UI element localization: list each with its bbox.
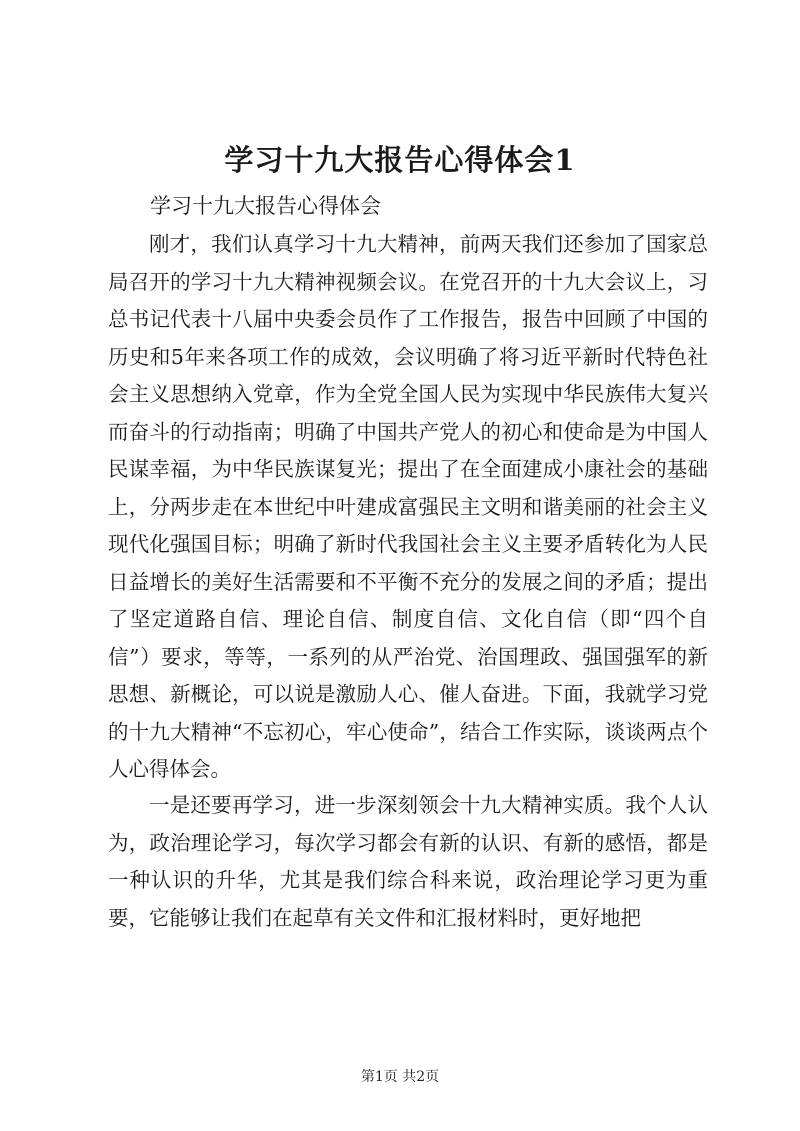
page-footer: 第1页 共2页 (360, 1069, 440, 1085)
document-title: 学习十九大报告心得体会1 (224, 143, 576, 177)
body-paragraph: 一是还要再学习，进一步深刻领会十九大精神实质。我个人认为，政治理论学习，每次学习都会有新的认识、有新的感悟，都是一种认识的升华，尤其是我们综合科来说，政治理论学习更为重要，它能够让我们在起草有关文件和汇报材料时，更好地把 (108, 793, 708, 930)
document-subtitle: 学习十九大报告心得体会 (150, 194, 381, 218)
body-paragraph: 刚才，我们认真学习十九大精神，前两天我们还参加了国家总局召开的学习十九大精神视频会议。在党召开的十九大会议上，习总书记代表十八届中央委会员作了工作报告，报告中回顾了中国的历史和5年来各项工作的成效，会议明确了将习近平新时代特色社会主义思想纳入党章，作为全党全国人民为实现中华民族伟大复兴而奋斗的行动指南；明确了中国共产党人的初心和使命是为中国人民谋幸福，为中华民族谋复光；提出了在全面建成小康社会的基础上，分两步走在本世纪中叶建成富强民主文明和谐美丽的社会主义现代化强国目标；明确了新时代我国社会主义主要矛盾转化为人民日益增长的美好生活需要和不平衡不充分的发展之间的矛盾；提出了坚定道路自信、理论自信、制度自信、文化自信（即“四个自信”）要求，等等，一系列的从严治党、治国理政、强国强军的新思想、新概论，可以说是激励人心、催人奋进。下面，我就学习党的十九大精神“不忘初心，牢心使命”，结合工作实际，谈谈两点个人心得体会。 (108, 232, 708, 781)
